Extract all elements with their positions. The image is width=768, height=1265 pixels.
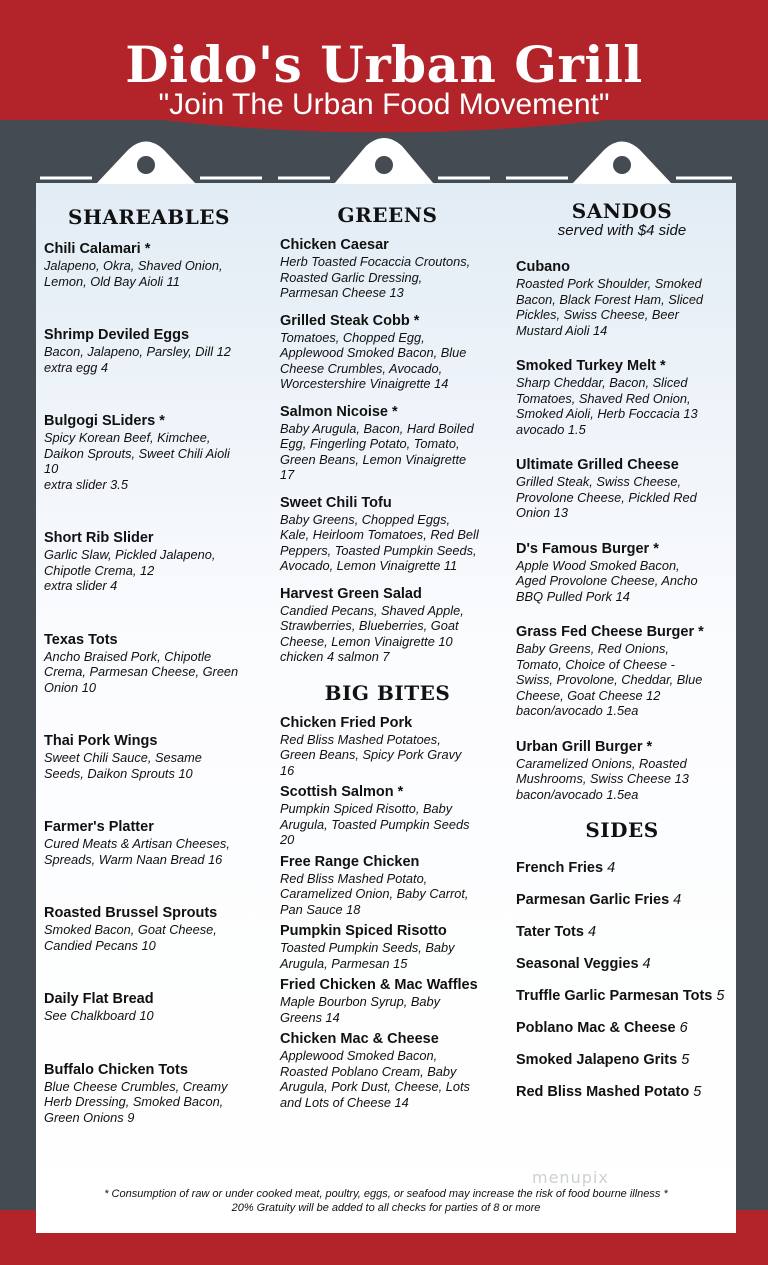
- menu-item-name: Scottish Salmon *: [280, 784, 404, 800]
- menu-item-description: Swiss, Provolone, Cheddar, Blue: [516, 672, 703, 687]
- menu-item-description: Spreads, Warm Naan Bread 16: [44, 851, 223, 867]
- menu-item-description: Toasted Pumpkin Seeds, Baby: [280, 940, 455, 955]
- menu-item-description: Spicy Korean Beef, Kimchee,: [44, 430, 211, 445]
- menu-item-description: Blue Cheese Crumbles, Creamy: [44, 1078, 228, 1094]
- greens-list: [280, 237, 495, 665]
- menu-item-name: Grilled Steak Cobb *: [280, 312, 420, 329]
- menu-item: [516, 457, 728, 521]
- side-item-price: 5: [716, 988, 725, 1004]
- hole-right-icon: [613, 156, 631, 174]
- menu-item-description: Mustard Aioli 14: [516, 322, 608, 338]
- side-item: [516, 1020, 728, 1037]
- menu-item-description: bacon/avocado 1.5ea: [516, 786, 639, 802]
- restaurant-title: Dido's Urban Grill: [125, 35, 643, 94]
- sandos-heading: SANDOS: [571, 199, 673, 223]
- shareables-list: [44, 241, 254, 1125]
- sandos-subheading: served with $4 side: [557, 222, 687, 239]
- menu-item-description: Garlic Slaw, Pickled Jalapeno,: [44, 547, 216, 562]
- menu-item: [44, 819, 254, 867]
- menu-item-description: Greens 14: [280, 1009, 340, 1025]
- menu-item-description: Cheese Crumbles, Avocado,: [280, 360, 443, 376]
- menu-item-description: extra slider 3.5: [44, 476, 128, 492]
- menu-item-name: Buffalo Chicken Tots: [44, 1061, 188, 1078]
- side-item-name: Tater Tots: [516, 924, 588, 940]
- shareables-heading: SHAREABLES: [68, 205, 230, 229]
- sandos-column: [516, 199, 728, 1101]
- sandos-list: [516, 259, 728, 802]
- menu-item-name: Farmer's Platter: [44, 819, 154, 835]
- menu-item: [516, 541, 728, 605]
- menu-item-description: Pan Sauce 18: [280, 901, 361, 917]
- menu-item-description: Baby Arugula, Bacon, Hard Boiled: [280, 420, 474, 436]
- menu-item-description: Baby Greens, Red Onions,: [516, 641, 669, 656]
- side-item: [516, 892, 728, 909]
- side-item-name: Red Bliss Mashed Potato: [516, 1084, 694, 1100]
- menu-item-name: Shrimp Deviled Eggs: [44, 327, 190, 343]
- side-item: [516, 924, 728, 941]
- menu-item-name: Short Rib Slider: [44, 530, 154, 546]
- menu-item-description: extra slider 4: [44, 578, 118, 593]
- menu-item-description: Seeds, Daikon Sprouts 10: [44, 765, 193, 781]
- menu-item: [44, 991, 254, 1024]
- menu-item-name: Salmon Nicoise *: [280, 403, 398, 420]
- menu-item: [516, 739, 728, 803]
- sides-heading: SIDES: [585, 818, 659, 842]
- menu-item-description: Maple Bourbon Syrup, Baby: [280, 994, 441, 1009]
- menu-item-description: Crema, Parmesan Cheese, Green: [44, 664, 239, 679]
- menu-item-description: Grilled Steak, Swiss Cheese,: [516, 474, 682, 489]
- menu-item: [516, 624, 728, 719]
- side-item-name: Smoked Jalapeno Grits: [516, 1052, 682, 1068]
- menu-item-description: Egg, Fingerling Potato, Tomato,: [280, 436, 460, 451]
- menu-item-description: Green Beans, Spicy Pork Gravy: [280, 747, 462, 762]
- menu-item-description: Sweet Chili Sauce, Sesame: [44, 750, 202, 765]
- menu-item-name: Thai Pork Wings: [44, 733, 158, 749]
- menu-item: [280, 854, 495, 918]
- shareables-column: [44, 205, 254, 1125]
- menu-item-description: Smoked Bacon, Goat Cheese,: [44, 922, 217, 937]
- footer-gratuity: 20% Gratuity will be added to all checks for parties of 8 or more: [231, 1202, 541, 1214]
- menu-item-description: Cheese, Lemon Vinaigrette 10: [280, 633, 453, 649]
- menu-item-description: Strawberries, Blueberries, Goat: [280, 618, 459, 633]
- side-item-price: 4: [607, 860, 616, 876]
- menu-item-description: Pickles, Swiss Cheese, Beer: [516, 307, 679, 322]
- menu-item-description: Arugula, Pork Dust, Cheese, Lots: [280, 1079, 470, 1094]
- menu-item-description: Applewood Smoked Bacon,: [280, 1048, 438, 1063]
- menu-item-description: Candied Pecans, Shaved Apple,: [280, 602, 464, 618]
- footer-notes: [36, 1187, 736, 1215]
- menu-item-description: Arugula, Toasted Pumpkin Seeds: [280, 816, 470, 832]
- menu-item-description: Tomatoes, Shaved Red Onion,: [516, 390, 691, 406]
- side-item-price: 4: [642, 956, 651, 972]
- menu-item: [44, 327, 254, 375]
- menu-item: [44, 1062, 254, 1126]
- menu-item-description: Provolone Cheese, Pickled Red: [516, 489, 697, 505]
- menu-item-description: Baby Greens, Chopped Eggs,: [280, 511, 451, 527]
- menu-item-name: Chicken Fried Pork: [280, 714, 413, 731]
- side-item-price: 4: [673, 892, 682, 908]
- menu-item-description: Lemon, Old Bay Aioli 11: [44, 273, 180, 289]
- menu-item-name: Cubano: [516, 259, 570, 275]
- menu-item: [280, 404, 495, 483]
- menu-item-description: Tomatoes, Chopped Egg,: [280, 329, 425, 345]
- menu-item-description: Avocado, Lemon Vinaigrette 11: [280, 558, 458, 573]
- menu-item-name: Smoked Turkey Melt *: [516, 358, 666, 374]
- menu-item-description: Daikon Sprouts, Sweet Chili Aioli: [44, 445, 230, 461]
- menu-item-description: Cured Meats & Artisan Cheeses,: [44, 836, 230, 851]
- menu-item-description: BBQ Pulled Pork 14: [516, 588, 630, 604]
- restaurant-tagline: "Join The Urban Food Movement": [158, 88, 610, 121]
- big-bites-list: [280, 715, 495, 1111]
- menu-item-name: Grass Fed Cheese Burger *: [516, 624, 704, 640]
- menu-item-name: Harvest Green Salad: [280, 585, 422, 602]
- hole-center-icon: [375, 156, 393, 174]
- menu-item-description: Bacon, Jalapeno, Parsley, Dill 12: [44, 344, 231, 359]
- side-item-name: Seasonal Veggies: [516, 956, 643, 972]
- menu-item: [44, 530, 254, 594]
- side-item-name: Truffle Garlic Parmesan Tots: [516, 988, 717, 1004]
- menu-item-name: Chicken Caesar: [280, 237, 389, 253]
- greens-heading: GREENS: [337, 203, 438, 227]
- sides-list: [516, 860, 728, 1101]
- menu-item-description: Candied Pecans 10: [44, 937, 156, 953]
- menu-item-name: D's Famous Burger *: [516, 540, 659, 557]
- menu-item-description: extra egg 4: [44, 359, 109, 375]
- menu-item-description: Caramelized Onions, Roasted: [516, 755, 687, 771]
- menu-item: [280, 923, 495, 971]
- menu-item: [280, 495, 495, 574]
- menu-item-name: Chicken Mac & Cheese: [280, 1031, 439, 1047]
- menu-item-description: Bacon, Black Forest Ham, Sliced: [516, 291, 704, 307]
- menu-item: [280, 586, 495, 665]
- menu-item-description: Onion 10: [44, 679, 96, 695]
- menu-item-description: Peppers, Toasted Pumpkin Seeds,: [280, 542, 477, 558]
- menu-item-description: Arugula, Parmesan 15: [280, 955, 408, 971]
- menu-item-name: Roasted Brussel Sprouts: [44, 905, 218, 921]
- menu-item-description: 20: [280, 832, 295, 847]
- menu-item-description: Tomato, Choice of Cheese -: [516, 656, 675, 672]
- menu-item-description: Parmesan Cheese 13: [280, 285, 404, 300]
- menu-item-description: Ancho Braised Pork, Chipotle: [44, 648, 212, 664]
- menu-item-description: Red Bliss Mashed Potato,: [280, 870, 428, 886]
- menu-item-name: Bulgogi SLiders *: [44, 413, 165, 429]
- menu-item-description: Roasted Garlic Dressing,: [280, 269, 423, 285]
- menu-item-name: Daily Flat Bread: [44, 991, 154, 1007]
- menu-item-description: chicken 4 salmon 7: [280, 649, 390, 664]
- side-item-price: 5: [681, 1052, 690, 1068]
- menu-item-description: Roasted Poblano Cream, Baby: [280, 1063, 457, 1079]
- menu-item-description: See Chalkboard 10: [44, 1008, 154, 1023]
- menu-item: [44, 632, 254, 696]
- menu-item-name: Sweet Chili Tofu: [280, 494, 392, 511]
- footer-disclaimer: * Consumption of raw or under cooked meat, poultry, eggs, or seafood may increase the risk of food bourne illness *: [104, 1188, 668, 1200]
- menu-item: [280, 784, 495, 848]
- menu-item-description: 17: [280, 467, 295, 482]
- menu-item-description: 16: [280, 762, 295, 778]
- menu-item-description: Kale, Heirloom Tomatoes, Red Bell: [280, 527, 479, 542]
- menu-item: [280, 977, 495, 1025]
- menu-item: [280, 715, 495, 779]
- menu-item: [44, 241, 254, 289]
- side-item: [516, 956, 728, 973]
- card-tabs: [0, 0, 768, 200]
- side-item: [516, 1084, 728, 1101]
- side-item: [516, 988, 728, 1005]
- menu-item-description: Apple Wood Smoked Bacon,: [516, 557, 680, 573]
- menu-item-description: bacon/avocado 1.5ea: [516, 703, 639, 718]
- menu-item-description: Mushrooms, Swiss Cheese 13: [516, 771, 689, 786]
- side-item-price: 4: [587, 924, 597, 940]
- menu-item-name: Chili Calamari *: [44, 241, 151, 257]
- side-item: [516, 1052, 728, 1069]
- menu-item-description: Herb Toasted Focaccia Croutons,: [280, 254, 471, 269]
- greens-column: [280, 203, 495, 1110]
- menu-item-description: Herb Dressing, Smoked Bacon,: [44, 1094, 224, 1109]
- menu-item-description: Chipotle Crema, 12: [44, 562, 155, 578]
- menu-item-description: and Lots of Cheese 14: [280, 1094, 409, 1110]
- menu-item: [516, 259, 728, 338]
- menu-item-description: Worcestershire Vinaigrette 14: [280, 376, 449, 391]
- menu-item-description: Red Bliss Mashed Potatoes,: [280, 731, 441, 747]
- menu-item-description: Jalapeno, Okra, Shaved Onion,: [44, 258, 223, 273]
- side-item-price: 5: [693, 1084, 702, 1100]
- menu-item-description: Green Beans, Lemon Vinaigrette: [280, 451, 467, 467]
- side-item: [516, 860, 728, 877]
- menu-item-description: Aged Provolone Cheese, Ancho: [516, 573, 698, 588]
- menu-item-description: Smoked Aioli, Herb Foccacia 13: [516, 406, 698, 421]
- menu-item-description: Roasted Pork Shoulder, Smoked: [516, 276, 702, 291]
- menu-item-name: Free Range Chicken: [280, 853, 420, 870]
- menu-item-name: Fried Chicken & Mac Waffles: [280, 977, 478, 993]
- menu-item: [280, 1031, 495, 1110]
- menu-item-name: Texas Tots: [44, 631, 118, 648]
- menu-item-description: Pumpkin Spiced Risotto, Baby: [280, 801, 453, 816]
- side-item-name: Parmesan Garlic Fries: [516, 892, 674, 908]
- menu-item-description: avocado 1.5: [516, 421, 586, 437]
- menu-item: [280, 313, 495, 392]
- menu-item-description: Sharp Cheddar, Bacon, Sliced: [516, 375, 688, 390]
- side-item-name: Poblano Mac & Cheese: [516, 1020, 680, 1036]
- menu-item-name: Ultimate Grilled Cheese: [516, 457, 679, 473]
- side-item-price: 6: [679, 1020, 688, 1036]
- menu-item: [516, 358, 728, 437]
- menu-item: [44, 413, 254, 492]
- hole-left-icon: [137, 156, 155, 174]
- menu-item: [280, 237, 495, 301]
- menu-item-description: Cheese, Goat Cheese 12: [516, 687, 661, 703]
- menu-item-name: Pumpkin Spiced Risotto: [280, 923, 447, 939]
- menu-item-description: Onion 13: [516, 505, 568, 520]
- menu-item-description: Applewood Smoked Bacon, Blue: [280, 345, 467, 360]
- menu-item-description: Green Onions 9: [44, 1109, 135, 1125]
- big-bites-heading: BIG BITES: [324, 680, 451, 705]
- watermark-text: menupix: [532, 1168, 609, 1187]
- menu-item-description: 10: [44, 461, 59, 476]
- side-item-name: French Fries: [516, 860, 608, 876]
- menu-item-description: Caramelized Onion, Baby Carrot,: [280, 886, 469, 901]
- menu-item: [44, 733, 254, 781]
- menu-item: [44, 905, 254, 953]
- menu-item-name: Urban Grill Burger *: [516, 738, 653, 755]
